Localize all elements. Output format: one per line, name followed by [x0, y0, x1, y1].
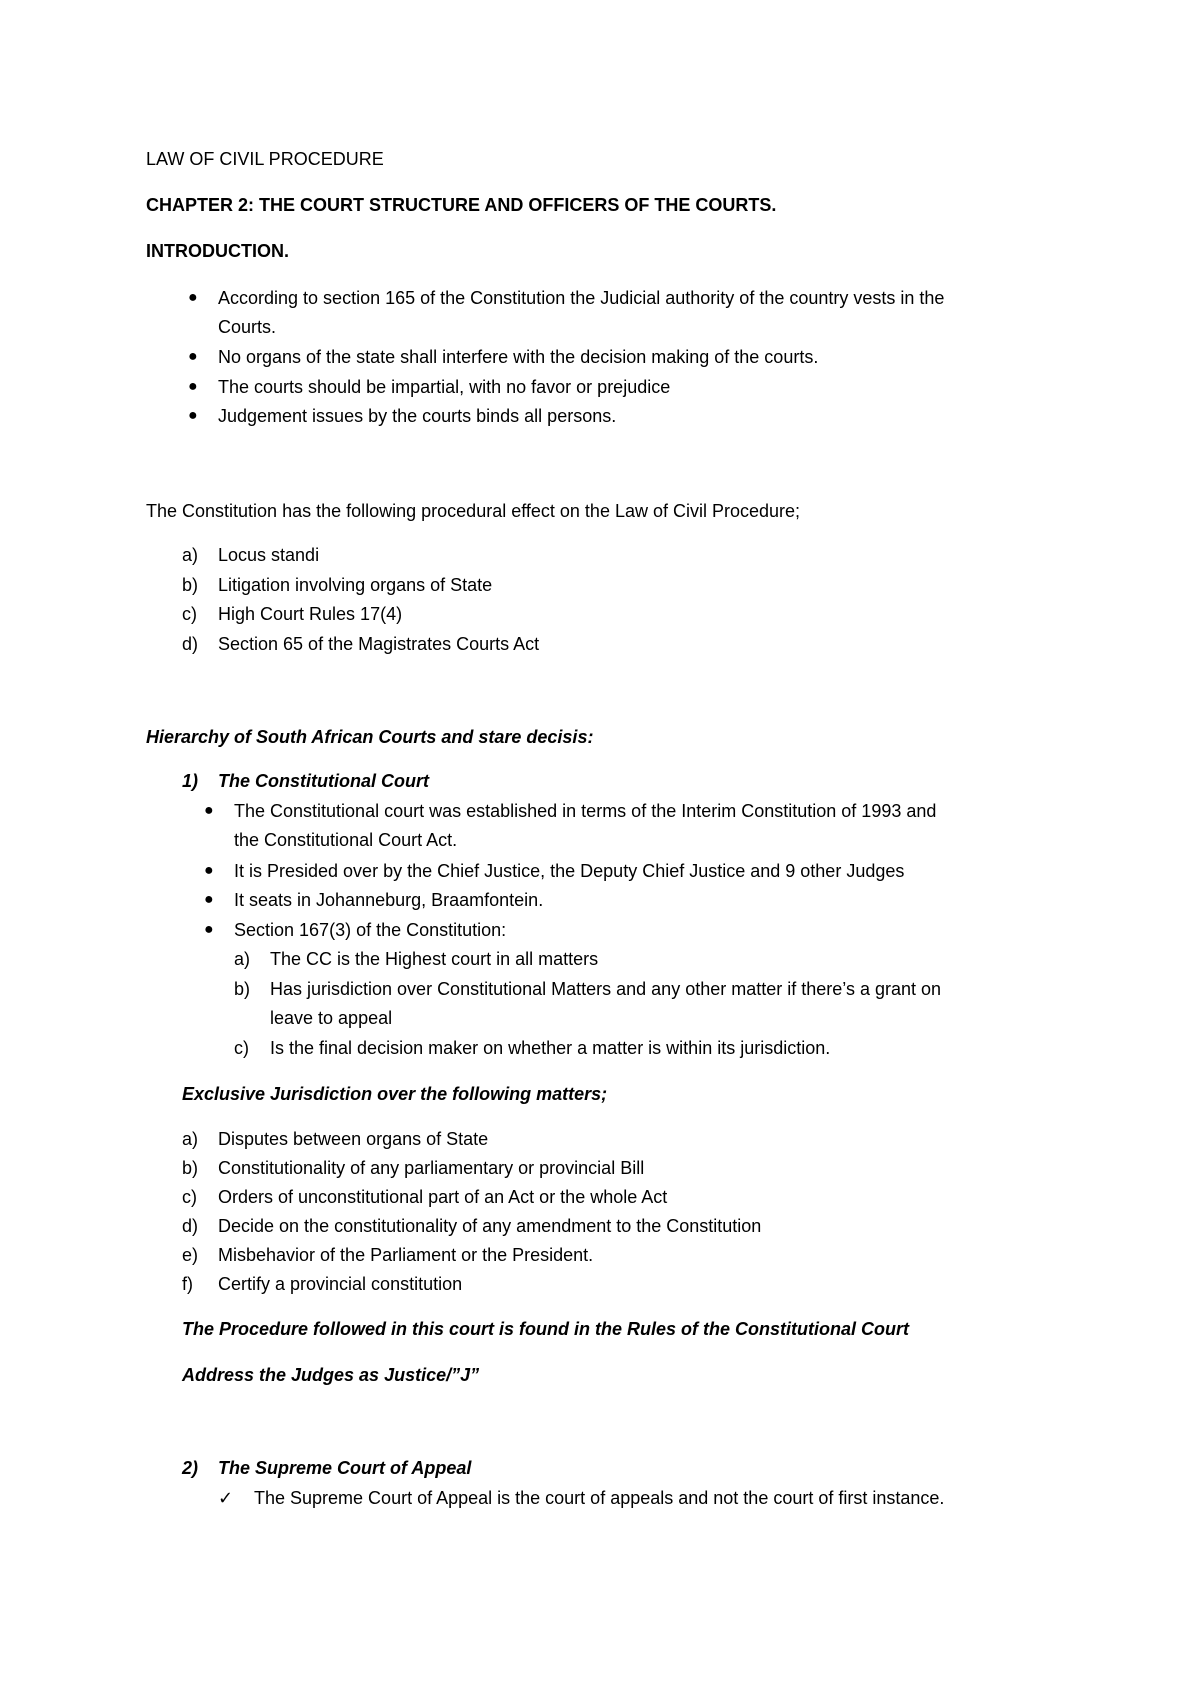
list-item: The courts should be impartial, with no favor or prejudice: [218, 377, 671, 397]
list-marker: d): [182, 634, 199, 654]
list-item: Section 167(3) of the Constitution:: [234, 920, 507, 940]
procedure-note: The Procedure followed in this court is found in the Rules of the Constitutional Court: [182, 1319, 909, 1339]
list-item: The CC is the Highest court in all matters: [270, 949, 599, 969]
bullet-icon: ●: [188, 407, 198, 424]
constitutional-court-title: The Constitutional Court: [218, 771, 429, 791]
list-marker: b): [182, 1158, 199, 1178]
list-marker: a): [182, 1129, 199, 1149]
list-item-continuation: the Constitutional Court Act.: [234, 830, 458, 850]
list-item: Orders of unconstitutional part of an Act or the whole Act: [218, 1187, 668, 1207]
list-marker: d): [182, 1216, 199, 1236]
bullet-icon: ●: [188, 348, 198, 365]
list-item: According to section 165 of the Constitution the Judicial authority of the country vests in the: [218, 288, 945, 308]
bullet-icon: ●: [204, 921, 214, 938]
list-item: The Supreme Court of Appeal is the court of appeals and not the court of first instance.: [254, 1488, 945, 1508]
list-item: The Constitutional court was established in terms of the Interim Constitution of 1993 and: [234, 801, 937, 821]
list-item: Judgement issues by the courts binds all persons.: [218, 406, 617, 426]
list-item: No organs of the state shall interfere with the decision making of the courts.: [218, 347, 819, 367]
bullet-icon: ●: [204, 802, 214, 819]
bullet-icon: ●: [204, 862, 214, 879]
list-item: Litigation involving organs of State: [218, 575, 493, 595]
list-item: Constitutionality of any parliamentary or provincial Bill: [218, 1158, 645, 1178]
list-item: Locus standi: [218, 545, 320, 565]
procedural-lead: The Constitution has the following procedural effect on the Law of Civil Procedure;: [146, 501, 801, 521]
list-item: Has jurisdiction over Constitutional Matters and any other matter if there’s a grant on: [270, 979, 942, 999]
list-item-continuation: Courts.: [218, 317, 277, 337]
list-item: It seats in Johanneburg, Braamfontein.: [234, 890, 544, 910]
list-item: Section 65 of the Magistrates Courts Act: [218, 634, 540, 654]
bullet-icon: ●: [188, 289, 198, 306]
list-marker: c): [182, 1187, 197, 1207]
exclusive-jurisdiction-heading: Exclusive Jurisdiction over the following matters;: [182, 1084, 608, 1104]
list-marker: f): [182, 1274, 193, 1294]
list-item: Certify a provincial constitution: [218, 1274, 463, 1294]
list-marker: a): [182, 545, 199, 565]
list-item: Misbehavior of the Parliament or the President.: [218, 1245, 594, 1265]
list-item: Decide on the constitutionality of any amendment to the Constitution: [218, 1216, 762, 1236]
list-item: Is the final decision maker on whether a matter is within its jurisdiction.: [270, 1038, 831, 1058]
document-title: LAW OF CIVIL PROCEDURE: [146, 149, 384, 169]
bullet-icon: ●: [204, 891, 214, 908]
list-marker: c): [182, 604, 197, 624]
bullet-icon: ●: [188, 378, 198, 395]
list-marker: c): [234, 1038, 249, 1058]
supreme-court-of-appeal-title: The Supreme Court of Appeal: [218, 1458, 472, 1478]
list-item: It is Presided over by the Chief Justice, the Deputy Chief Justice and 9 other Judges: [234, 861, 905, 881]
list-marker: b): [234, 979, 251, 999]
address-note: Address the Judges as Justice/”J”: [182, 1365, 480, 1385]
list-item-continuation: leave to appeal: [270, 1008, 393, 1028]
list-item: High Court Rules 17(4): [218, 604, 403, 624]
list-item: Disputes between organs of State: [218, 1129, 489, 1149]
intro-heading: INTRODUCTION.: [146, 241, 289, 261]
list-marker: e): [182, 1245, 199, 1265]
section-number: 1): [182, 771, 199, 791]
chapter-title: CHAPTER 2: THE COURT STRUCTURE AND OFFICERS OF THE COURTS.: [146, 195, 777, 215]
list-marker: a): [234, 949, 251, 969]
hierarchy-heading: Hierarchy of South African Courts and stare decisis:: [146, 727, 594, 747]
check-mark-icon: ✓: [218, 1488, 234, 1508]
section-number: 2): [182, 1458, 199, 1478]
list-marker: b): [182, 575, 199, 595]
